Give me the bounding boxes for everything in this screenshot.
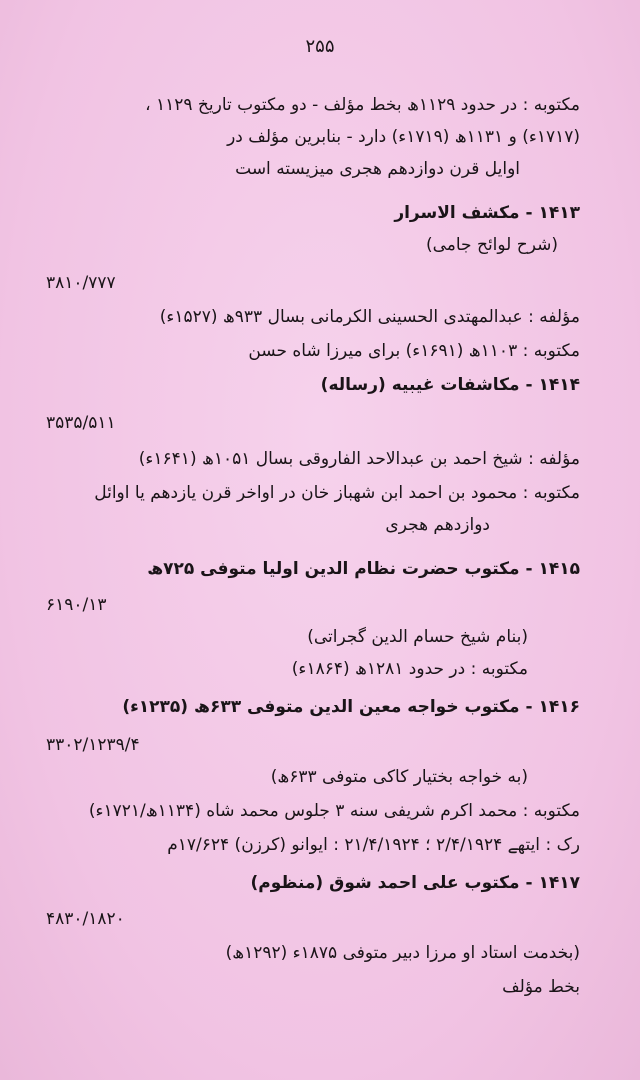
entry-1413-author: مؤلفه : عبدالمهتدی الحسینی الکرمانی بسال ۹۳۳ھ (۱۵۲۷ء) [159, 307, 580, 327]
line-1: مکتوبه : در حدود ۱۱۲۹ھ بخط مؤلف - دو مکتوب تاریخ ۱۱۲۹ ، [145, 95, 580, 115]
line-2: (۱۷۱۷ء) و ۱۱۳۱ھ (۱۷۱۹ء) دارد - بنابرین مؤلف در [227, 127, 580, 147]
entry-1413-subtitle: (شرح لوائح جامی) [425, 235, 558, 255]
entry-1416-shelfmark: ۳۳۰۲/۱۲۳۹/۴ [46, 735, 140, 755]
entry-1413-copy: مکتوبه : ۱۱۰۳ھ (۱۶۹۱ء) برای میرزا شاه حسن [248, 341, 580, 361]
entry-1415-copy: مکتوبه : در حدود ۱۲۸۱ھ (۱۸۶۴ء) [291, 659, 528, 679]
entry-1416-subtitle: (به خواجه بختیار کاکی متوفی ۶۳۳ھ) [270, 767, 528, 787]
entry-1417-copy: بخط مؤلف [502, 977, 580, 997]
entry-1417-title: ۱۴۱۷ - مکتوب علی احمد شوق (منظوم) [250, 873, 580, 893]
entry-1413-title: ۱۴۱۳ - مکشف الاسرار [394, 203, 580, 223]
entry-1415-subtitle: (بنام شیخ حسام الدین گجراتی) [307, 627, 528, 647]
entry-1414-title: ۱۴۱۴ - مکاشفات غیبیه (رساله) [320, 375, 580, 395]
entry-1416-ref: رک : ایتهے ۲/۴/۱۹۲۴ ؛ ۲۱/۴/۱۹۲۴ : ایوانو (کرزن) ۱۷/۶۲۴م [167, 835, 580, 855]
entry-1414-copy: مکتوبه : محمود بن احمد ابن شهباز خان در اواخر قرن یازدهم یا اوائل [94, 483, 580, 503]
entry-1416-title: ۱۴۱۶ - مکتوب خواجه معین الدین متوفی ۶۳۳ھ (۱۲۳۵ء) [122, 697, 580, 717]
entry-1417-shelfmark: ۴۸۳۰/۱۸۲۰ [46, 909, 125, 929]
entry-1417-subtitle: (بخدمت استاد او مرزا دبیر متوفی ۱۸۷۵ء (۱۲۹۲ھ) [225, 943, 580, 963]
entry-1414-shelfmark: ۳۵۳۵/۵۱۱ [46, 413, 116, 433]
entry-1414-author: مؤلفه : شیخ احمد بن عبدالاحد الفاروقی بسال ۱۰۵۱ھ (۱۶۴۱ء) [138, 449, 580, 469]
entry-1414-copy-cont: دوازدهم هجری [385, 515, 490, 535]
entry-1415-title: ۱۴۱۵ - مکتوب حضرت نظام الدین اولیا متوفی ۷۲۵ھ [147, 559, 580, 579]
entry-1416-copy: مکتوبه : محمد اکرم شریفی سنه ۳ جلوس محمد شاه (۱۱۳۴ھ/۱۷۲۱ء) [88, 801, 580, 821]
entry-1413-shelfmark: ۳۸۱۰/۷۷۷ [46, 273, 116, 293]
page-number: ۲۵۵ [305, 36, 335, 57]
line-3: اوایل قرن دوازدهم هجری میزیسته است [235, 159, 520, 179]
entry-1415-shelfmark: ۶۱۹۰/۱۳ [46, 595, 107, 615]
